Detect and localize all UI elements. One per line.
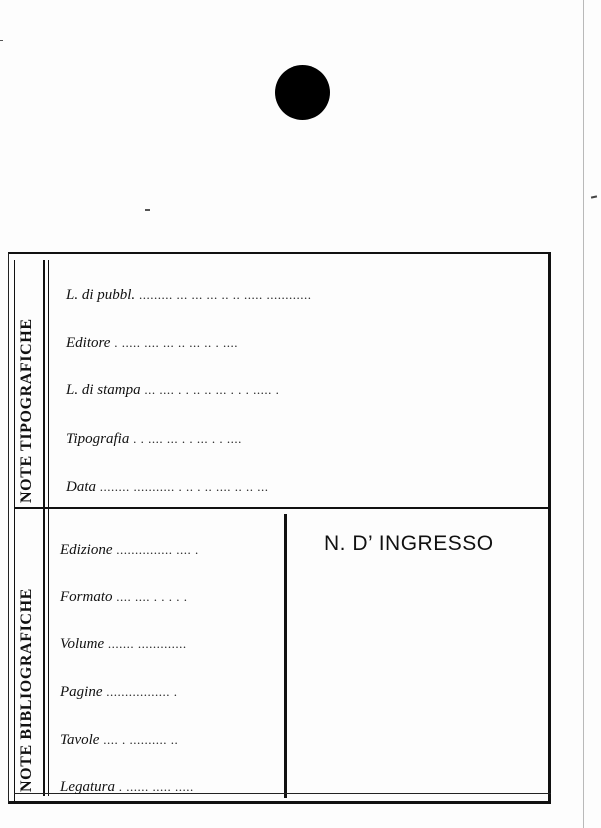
field-luogo-stampa <box>66 382 279 399</box>
field-label: Edizione <box>60 542 113 558</box>
field-dotted-line: .... . .......... .. <box>103 732 179 747</box>
paper-speck <box>145 209 150 211</box>
field-label: L. di pubbl. <box>66 287 136 303</box>
label-column-rule-left <box>14 260 15 804</box>
field-label: Data <box>66 479 96 495</box>
field-label: Volume <box>60 636 105 652</box>
field-tavole <box>60 732 178 749</box>
field-dotted-line: ....... ............. <box>107 636 187 651</box>
field-dotted-line: . ..... .... ... .. ... .. . .... <box>114 335 238 350</box>
field-label: Legatura <box>60 779 116 795</box>
field-dotted-line: . . .... ... . . ... . . .... <box>133 431 242 446</box>
field-dotted-line: .... .... . . . . . <box>116 589 188 604</box>
section-label-tipografiche: NOTE TIPOGRAFICHE <box>18 318 35 503</box>
field-dotted-line: ........ ........... . .. . .. .... .. .. ... <box>99 479 269 494</box>
field-dotted-line: ... .... . . .. .. ... . . . ..... . <box>144 382 280 397</box>
scan-edge-right <box>583 0 584 828</box>
field-dotted-line: ................. . <box>106 684 178 699</box>
scan-mark-left <box>0 40 3 41</box>
numero-ingresso-label: N. D’ INGRESSO <box>324 532 494 555</box>
field-data <box>66 479 269 496</box>
section-divider <box>14 507 550 509</box>
field-pagine <box>60 684 178 701</box>
field-dotted-line: . ...... ..... ..... <box>118 779 194 794</box>
field-legatura <box>60 779 194 796</box>
field-label: Editore <box>66 335 111 351</box>
field-label: Tipografia <box>66 431 130 447</box>
scan-mark-right <box>591 195 597 198</box>
ingresso-divider <box>284 514 287 798</box>
field-edizione <box>60 542 199 559</box>
field-tipografia <box>66 431 242 448</box>
label-column-rule-right-1 <box>43 260 45 796</box>
field-label: Pagine <box>60 684 103 700</box>
section-label-bibliografiche: NOTE BIBLIOGRAFICHE <box>18 588 35 792</box>
field-formato <box>60 589 188 606</box>
field-label: L. di stampa <box>66 382 141 398</box>
field-label: Formato <box>60 589 113 605</box>
field-label: Tavole <box>60 732 100 748</box>
field-volume <box>60 636 187 653</box>
field-dotted-line: ......... ... ... ... .. .. ..... ............ <box>138 287 312 302</box>
field-editore <box>66 335 238 352</box>
label-column-rule-right-2 <box>48 260 49 796</box>
punch-hole <box>275 65 330 120</box>
field-luogo-pubblicazione <box>66 287 311 304</box>
field-dotted-line: ............... .... . <box>116 542 199 557</box>
